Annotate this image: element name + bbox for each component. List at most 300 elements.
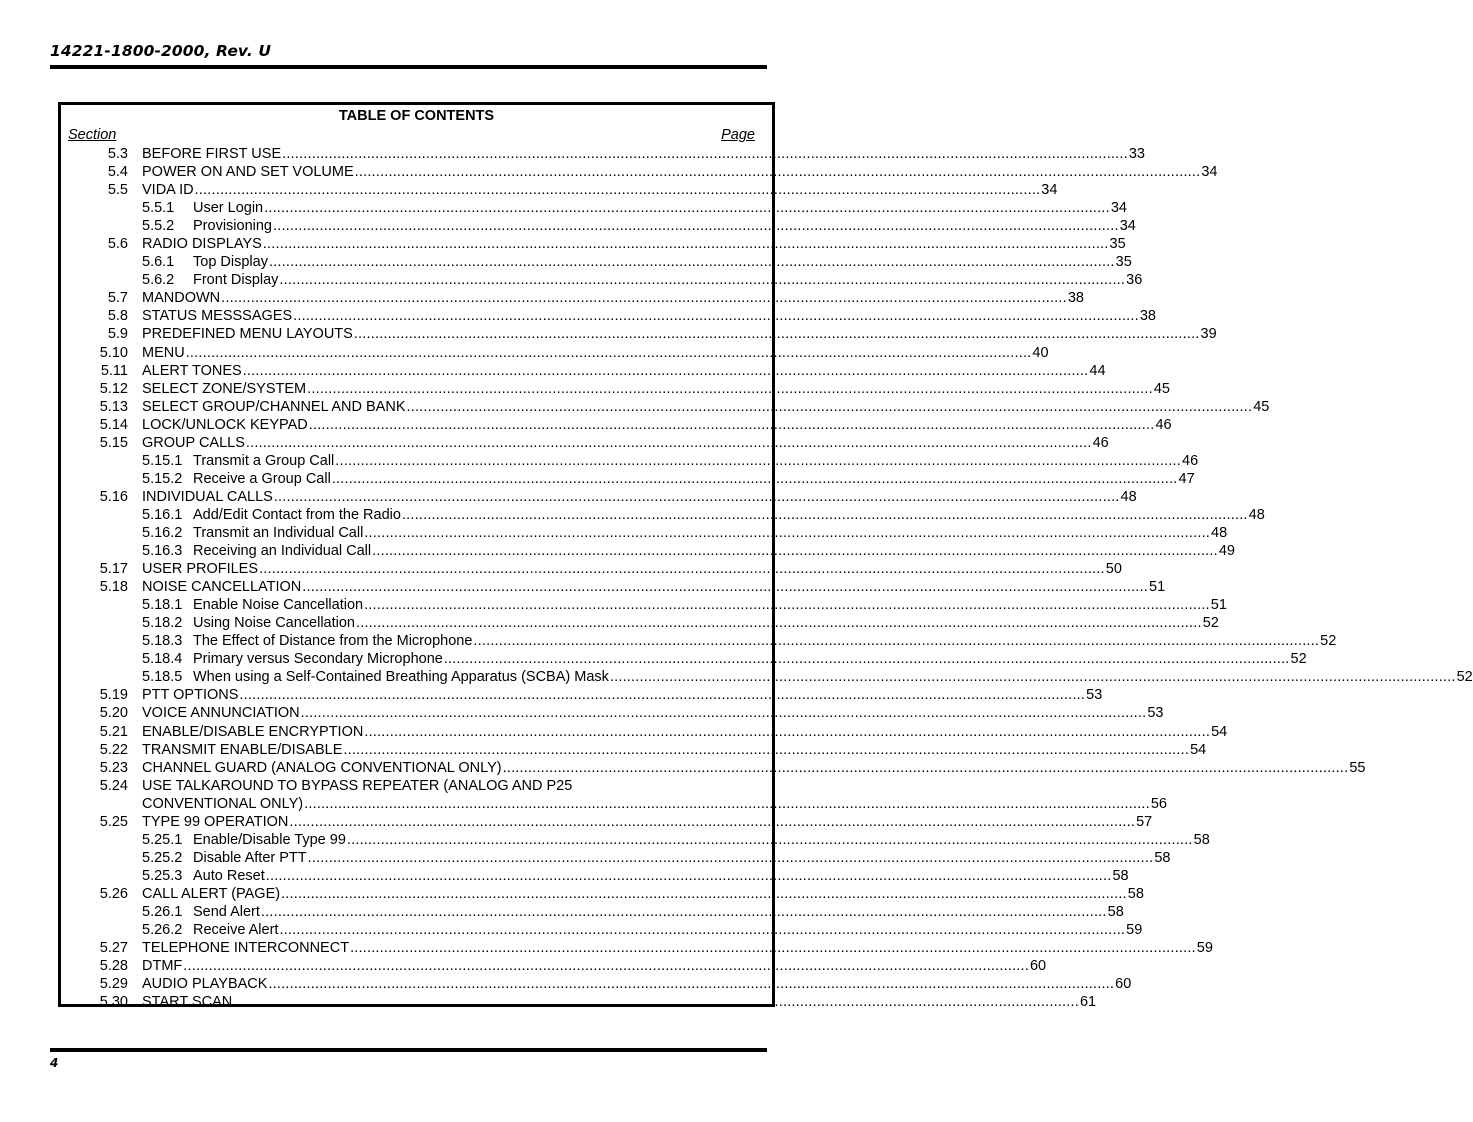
toc-entry-line [142, 650, 1307, 668]
toc-entry-label: DTMF [142, 958, 183, 975]
toc-entry[interactable] [61, 777, 772, 795]
toc-page-number: 35 [1115, 254, 1132, 271]
toc-page-number: 57 [1136, 813, 1153, 830]
toc-dot-leader: ........................................................................................................................................................................................................ [260, 903, 1107, 920]
document-id: 14221-1800-2000, Rev. U [50, 42, 272, 60]
toc-entry-text [142, 398, 407, 416]
toc-entry-line [142, 704, 1164, 722]
toc-entry-line [142, 452, 1199, 470]
toc-entry[interactable] [61, 849, 1171, 867]
toc-entry-text [142, 145, 282, 163]
toc-entry-label: ALERT TONES [142, 362, 242, 379]
toc-dot-leader: ........................................................................................................................................................................................................ [300, 705, 1147, 722]
toc-entry-text [142, 903, 261, 921]
toc-page-number: 52 [1320, 633, 1337, 650]
toc-entry-text [142, 163, 355, 181]
toc-entry[interactable] [61, 957, 1047, 975]
toc-page-number: 35 [1109, 236, 1126, 253]
toc-section-number: 5.24 [99, 777, 128, 794]
toc-entry[interactable] [61, 759, 1366, 777]
toc-dot-leader: ........................................................................................................................................................................................................ [259, 561, 1105, 578]
toc-entry-line [142, 596, 1227, 614]
toc-entry-text [142, 524, 364, 542]
toc-entry-line [142, 560, 1122, 578]
toc-section-number: 5.8 [107, 308, 128, 325]
toc-page-number: 34 [1201, 164, 1218, 181]
toc-page-number: 45 [1253, 398, 1270, 415]
toc-dot-leader: ........................................................................................................................................................................................................ [273, 218, 1119, 235]
toc-entry-line [142, 759, 1366, 777]
toc-entry-label: MANDOWN [142, 290, 221, 307]
toc-entry-text [142, 325, 354, 343]
toc-entry-line [142, 181, 1058, 199]
toc-entry[interactable] [61, 434, 1109, 452]
toc-page-number: 34 [1041, 182, 1058, 199]
toc-section-number: 5.11 [100, 362, 128, 379]
toc-subsection-number: 5.6.2 [142, 272, 175, 289]
toc-entry-line [142, 271, 1143, 289]
toc-entry[interactable] [61, 614, 1219, 632]
toc-entry-label: USE TALKAROUND TO BYPASS REPEATER (ANALOG AND P25 [142, 777, 573, 794]
toc-subsection-number: 5.6.1 [142, 254, 175, 271]
toc-subsection-number: 5.18.5 [142, 669, 183, 686]
toc-entry[interactable] [61, 903, 1124, 921]
toc-page-number: 46 [1182, 452, 1199, 469]
toc-entry-label: TRANSMIT ENABLE/DISABLE [142, 741, 343, 758]
toc-dot-leader: ........................................................................................................................................................................................................ [233, 994, 1079, 1011]
toc-entry-text [142, 380, 307, 398]
toc-dot-leader: ........................................................................................................................................................................................................ [282, 146, 1128, 162]
toc-entry-label: STATUS MESSSAGES [142, 308, 293, 325]
toc-entry-line [142, 849, 1171, 867]
toc-entry-label: GROUP CALLS [142, 434, 245, 451]
toc-entry[interactable] [61, 235, 1126, 253]
toc-entry-line [142, 921, 1143, 939]
toc-dot-leader: ........................................................................................................................................................................................................ [356, 615, 1202, 632]
toc-page-number: 51 [1210, 597, 1227, 614]
toc-entry-text [142, 759, 503, 777]
toc-entry-text [142, 416, 309, 434]
toc-section-number: 5.15 [99, 434, 128, 451]
toc-entry[interactable] [61, 867, 1129, 885]
toc-entry-text [142, 795, 304, 813]
toc-dot-leader: ........................................................................................................................................................................................................ [343, 741, 1190, 758]
toc-entry-line [142, 307, 1156, 325]
toc-section-number: 5.14 [99, 416, 128, 433]
toc-entry-line [142, 795, 1167, 813]
toc-page-number: 60 [1029, 958, 1047, 975]
toc-entry-label: Send Alert [193, 903, 260, 920]
toc-section-number: 5.9 [107, 326, 128, 343]
toc-entry-text [142, 488, 274, 506]
toc-entry-text [142, 632, 473, 650]
toc-entry-label: Using Noise Cancellation [193, 615, 355, 632]
toc-entry[interactable] [61, 416, 1172, 434]
toc-entry-line [142, 867, 1129, 885]
toc-entry-label: BEFORE FIRST USE [142, 146, 282, 162]
toc-dot-leader: ........................................................................................................................................................................................................ [242, 362, 1089, 379]
toc-entry-label: TYPE 99 OPERATION [142, 813, 289, 830]
toc-page-number: 52 [1202, 615, 1219, 632]
toc-entry[interactable] [61, 542, 1235, 560]
toc-page-number: 38 [1139, 308, 1156, 325]
toc-subsection-number: 5.5.1 [142, 200, 175, 217]
toc-entry-text [142, 686, 239, 704]
toc-dot-leader: ........................................................................................................................................................................................................ [354, 164, 1201, 181]
toc-page-number: 40 [1032, 344, 1049, 361]
toc-entry-line [142, 957, 1047, 975]
toc-page-number: 52 [1456, 669, 1473, 686]
toc-entry-line [142, 686, 1103, 704]
toc-entry-label: TELEPHONE INTERCONNECT [142, 940, 350, 957]
toc-dot-leader: ........................................................................................................................................................................................................ [194, 182, 1041, 199]
toc-entry-label: VOICE ANNUNCIATION [142, 705, 300, 722]
toc-entry[interactable] [61, 795, 1167, 813]
toc-entry-text [142, 199, 264, 217]
toc-entry-label: LOCK/UNLOCK KEYPAD [142, 416, 308, 433]
toc-subsection-number: 5.26.2 [142, 922, 183, 939]
toc-dot-leader: ........................................................................................................................................................................................................ [183, 958, 1029, 975]
toc-section-number: 5.16 [99, 488, 128, 505]
toc-entry-text [142, 849, 308, 867]
toc-entry[interactable] [61, 398, 1270, 416]
toc-entry[interactable] [61, 668, 1473, 686]
toc-entry-label: When using a Self-Contained Breathing Apparatus (SCBA) Mask [193, 669, 609, 686]
toc-page-number: 50 [1105, 561, 1122, 578]
toc-page-number: 52 [1290, 651, 1307, 668]
toc-page-number: 58 [1112, 867, 1129, 884]
toc-entry-label: CHANNEL GUARD (ANALOG CONVENTIONAL ONLY) [142, 759, 502, 776]
toc-entry-label: VIDA ID [142, 182, 194, 199]
toc-entry[interactable] [61, 596, 1227, 614]
toc-section-number: 5.12 [99, 380, 128, 397]
toc-entry[interactable] [61, 289, 1084, 307]
toc-entry-line [142, 975, 1132, 993]
toc-entry-line [142, 253, 1132, 271]
toc-entry-text [142, 434, 246, 452]
toc-entry-label: NOISE CANCELLATION [142, 579, 302, 596]
toc-entry[interactable] [61, 813, 1153, 831]
toc-entry-text [142, 723, 364, 741]
toc-entry-text [142, 235, 263, 253]
page-number: 4 [50, 1056, 59, 1070]
toc-entry-line [142, 632, 1337, 650]
toc-entry[interactable] [61, 704, 1164, 722]
toc-dot-leader: ........................................................................................................................................................................................................ [221, 290, 1067, 307]
toc-entry-text [142, 578, 302, 596]
toc-entry-line [142, 416, 1172, 434]
toc-entry-text [142, 344, 186, 362]
toc-entry[interactable] [61, 831, 1210, 849]
toc-entry-label: USER PROFILES [142, 561, 259, 578]
toc-entry-line [142, 903, 1124, 921]
toc-entry-text [142, 470, 332, 488]
toc-section-number: 5.10 [99, 344, 128, 361]
toc-entry-line [142, 777, 755, 795]
toc-entry-text [142, 560, 259, 578]
toc-entry-text [142, 307, 293, 325]
toc-entry-label: Auto Reset [193, 867, 265, 884]
toc-entry-label: Front Display [193, 272, 279, 289]
toc-entry[interactable] [61, 741, 1207, 759]
toc-dot-leader: ........................................................................................................................................................................................................ [502, 759, 1349, 776]
toc-entry-text [142, 975, 268, 993]
toc-dot-leader: ........................................................................................................................................................................................................ [473, 633, 1320, 650]
toc-page-number: 53 [1147, 705, 1164, 722]
toc-section-number: 5.13 [99, 398, 128, 415]
toc-entry-line [142, 325, 1217, 343]
toc-entry-text [142, 253, 269, 271]
toc-section-number: 5.25 [99, 813, 128, 830]
toc-page-number: 48 [1120, 488, 1137, 505]
toc-dot-leader: ........................................................................................................................................................................................................ [353, 326, 1200, 343]
toc-dot-leader: ........................................................................................................................................................................................................ [308, 416, 1155, 433]
toc-entry-label: SELECT GROUP/CHANNEL AND BANK [142, 398, 406, 415]
toc-entry-label: Receive a Group Call [193, 470, 331, 487]
toc-entry-line [142, 668, 1473, 686]
toc-entry-label: Transmit a Group Call [193, 452, 335, 469]
toc-page-number: 48 [1248, 506, 1265, 523]
toc-entry-text [142, 885, 281, 903]
toc-dot-leader: ........................................................................................................................................................................................................ [279, 922, 1126, 939]
toc-entry[interactable] [61, 217, 1136, 235]
toc-entry-line [142, 524, 1228, 542]
toc-entry[interactable] [61, 253, 1132, 271]
toc-entry[interactable] [61, 650, 1307, 668]
toc-entry-line [142, 470, 1195, 488]
toc-entry[interactable] [61, 993, 1097, 1011]
toc-section-number: 5.30 [99, 994, 128, 1011]
toc-entry-text [142, 921, 279, 939]
toc-section-number: 5.4 [107, 164, 128, 181]
toc-entry-line [142, 344, 1049, 362]
toc-entry-line [142, 723, 1228, 741]
toc-entry-label: Disable After PTT [193, 849, 307, 866]
toc-dot-leader: ........................................................................................................................................................................................................ [264, 200, 1110, 217]
toc-dot-leader: ........................................................................................................................................................................................................ [346, 831, 1193, 848]
toc-entry-line [142, 939, 1213, 957]
toc-entry-line [142, 488, 1137, 506]
toc-dot-leader: ........................................................................................................................................................................................................ [372, 543, 1218, 560]
toc-dot-leader: ........................................................................................................................................................................................................ [239, 687, 1086, 704]
toc-entry-label: ENABLE/DISABLE ENCRYPTION [142, 723, 364, 740]
toc-subsection-number: 5.16.3 [142, 543, 183, 560]
toc-entry[interactable] [61, 885, 1144, 903]
toc-dot-leader: ........................................................................................................................................................................................................ [268, 254, 1115, 271]
toc-dot-leader: ........................................................................................................................................................................................................ [406, 398, 1253, 415]
toc-page-number: 49 [1218, 543, 1235, 560]
toc-title: TABLE OF CONTENTS [338, 108, 495, 124]
toc-subsection-number: 5.25.1 [142, 831, 183, 848]
toc-entry[interactable] [61, 975, 1132, 993]
toc-page-number: 51 [1149, 579, 1166, 596]
toc-entry-text [142, 993, 233, 1011]
toc-entry-line [142, 235, 1126, 253]
toc-entry[interactable] [61, 506, 1265, 524]
toc-subsection-number: 5.18.1 [142, 597, 183, 614]
toc-entry-text [142, 506, 402, 524]
toc-entry-text [142, 741, 343, 759]
toc-page-number: 59 [1126, 922, 1143, 939]
toc-page-number: 36 [1126, 272, 1143, 289]
toc-entry-line [142, 542, 1235, 560]
toc-section-number: 5.26 [99, 885, 128, 902]
toc-entry-label: Receive Alert [193, 922, 279, 939]
toc-page-number: 46 [1092, 434, 1109, 451]
toc-entry[interactable] [61, 344, 1049, 362]
toc-subsection-number: 5.15.1 [142, 452, 183, 469]
toc-entry[interactable] [61, 560, 1122, 578]
toc-dot-leader: ........................................................................................................................................................................................................ [609, 669, 1456, 686]
toc-entry-label: The Effect of Distance from the Microphone [193, 633, 473, 650]
toc-entry-text [142, 957, 183, 975]
toc-entry-label: Primary versus Secondary Microphone [193, 651, 443, 668]
toc-entry-line [142, 993, 1097, 1011]
toc-dot-leader: ........................................................................................................................................................................................................ [401, 506, 1248, 523]
toc-entry-text [142, 362, 243, 380]
toc-entry[interactable] [61, 181, 1058, 199]
toc-section-number: 5.27 [99, 940, 128, 957]
toc-page-number: 46 [1155, 416, 1172, 433]
toc-dot-leader: ........................................................................................................................................................................................................ [331, 470, 1178, 487]
toc-entry-label: RADIO DISPLAYS [142, 236, 262, 253]
toc-entry-text [142, 813, 289, 831]
toc-entry[interactable] [61, 524, 1228, 542]
toc-entry-line [142, 434, 1109, 452]
toc-dot-leader: ........................................................................................................................................................................................................ [307, 380, 1153, 397]
toc-subsection-number: 5.18.4 [142, 651, 183, 668]
toc-dot-leader: ........................................................................................................................................................................................................ [273, 488, 1120, 505]
toc-entry[interactable] [61, 271, 1143, 289]
toc-subsection-number: 5.16.2 [142, 524, 183, 541]
toc-entry-text [142, 867, 266, 885]
toc-dot-leader: ........................................................................................................................................................................................................ [262, 236, 1109, 253]
page-column-header: Page [721, 127, 755, 143]
toc-entry[interactable] [61, 470, 1195, 488]
toc-subsection-number: 5.18.2 [142, 615, 183, 632]
toc-entry-line [142, 614, 1219, 632]
toc-page-number: 44 [1089, 362, 1106, 379]
toc-entry-label: AUDIO PLAYBACK [142, 976, 268, 993]
toc-entry-text [142, 452, 335, 470]
toc-entry[interactable] [61, 723, 1228, 741]
toc-dot-leader: ........................................................................................................................................................................................................ [281, 885, 1127, 902]
toc-subsection-number: 5.18.3 [142, 633, 183, 650]
toc-entry-text [142, 217, 273, 235]
toc-entry-label: Add/Edit Contact from the Radio [193, 506, 401, 523]
toc-page-number: 58 [1154, 849, 1171, 866]
toc-section-number: 5.18 [99, 579, 128, 596]
toc-entry-label: START SCAN [142, 994, 233, 1011]
toc-dot-leader: ........................................................................................................................................................................................................ [443, 651, 1290, 668]
toc-page-number: 47 [1178, 470, 1195, 487]
toc-entry[interactable] [61, 488, 1137, 506]
toc-entry-text [142, 704, 301, 722]
toc-page-number: 54 [1190, 741, 1207, 758]
toc-section-number: 5.20 [99, 705, 128, 722]
toc-entry[interactable] [61, 578, 1166, 596]
toc-entry-text [142, 831, 347, 849]
toc-section-number: 5.17 [99, 561, 128, 578]
toc-entry-label: Enable/Disable Type 99 [193, 831, 346, 848]
toc-entry[interactable] [61, 921, 1143, 939]
toc-entry-label: User Login [193, 200, 264, 217]
toc-section-number: 5.6 [107, 236, 128, 253]
toc-page-number: 48 [1211, 524, 1228, 541]
toc-page-number: 54 [1211, 723, 1228, 740]
section-column-header: Section [68, 127, 117, 143]
toc-subsection-number: 5.15.2 [142, 470, 183, 487]
toc-entry[interactable] [61, 307, 1156, 325]
toc-page-number: 38 [1067, 290, 1084, 307]
toc-entry-text [142, 289, 221, 307]
toc-dot-leader: ........................................................................................................................................................................................................ [364, 723, 1211, 740]
toc-dot-leader: ........................................................................................................................................................................................................ [302, 579, 1148, 596]
toc-page-number: 58 [1107, 903, 1124, 920]
toc-entry[interactable] [61, 686, 1103, 704]
toc-page-number: 39 [1200, 326, 1217, 343]
toc-dot-leader: ........................................................................................................................................................................................................ [350, 940, 1196, 957]
toc-entry-label: PTT OPTIONS [142, 687, 239, 704]
toc-entry-line [142, 831, 1210, 849]
toc-section-number: 5.5 [107, 182, 128, 199]
toc-entry[interactable] [61, 325, 1217, 343]
toc-subsection-number: 5.26.1 [142, 903, 183, 920]
toc-entry-label: CALL ALERT (PAGE) [142, 885, 281, 902]
toc-entry-label: INDIVIDUAL CALLS [142, 488, 273, 505]
toc-entry[interactable] [61, 163, 1218, 181]
toc-entry[interactable] [61, 362, 1106, 380]
toc-entry-line [142, 145, 1145, 163]
toc-entry[interactable] [61, 199, 1127, 217]
toc-entry-line [142, 578, 1166, 596]
toc-page-number: 58 [1193, 831, 1210, 848]
toc-dot-leader: ........................................................................................................................................................................................................ [245, 434, 1092, 451]
toc-section-number: 5.22 [99, 741, 128, 758]
toc-entry-text [142, 777, 573, 795]
toc-dot-leader: ........................................................................................................................................................................................................ [307, 849, 1154, 866]
toc-section-number: 5.19 [99, 687, 128, 704]
toc-entry-label: Top Display [193, 254, 268, 271]
toc-entry-text [142, 181, 195, 199]
toc-entry-line [142, 362, 1106, 380]
toc-page-number: 53 [1086, 687, 1103, 704]
toc-entry[interactable] [61, 452, 1199, 470]
toc-dot-leader: ........................................................................................................................................................................................................ [304, 795, 1150, 812]
toc-entry-line [142, 163, 1218, 181]
toc-dot-leader: ........................................................................................................................................................................................................ [289, 813, 1136, 830]
toc-dot-leader: ........................................................................................................................................................................................................ [364, 524, 1211, 541]
toc-subsection-number: 5.16.1 [142, 506, 183, 523]
toc-entry-text [142, 542, 372, 560]
toc-page-number: 59 [1196, 940, 1213, 957]
toc-entry-label: Transmit an Individual Call [193, 524, 364, 541]
toc-entry-line [142, 885, 1144, 903]
toc-section-number: 5.29 [99, 976, 128, 993]
toc-entry[interactable] [61, 380, 1170, 398]
toc-entry-line [142, 380, 1170, 398]
toc-dot-leader: ........................................................................................................................................................................................................ [268, 976, 1115, 993]
toc-dot-leader: ........................................................................................................................................................................................................ [293, 308, 1139, 325]
toc-entry[interactable] [61, 632, 1337, 650]
toc-subsection-number: 5.5.2 [142, 218, 175, 235]
toc-entry[interactable] [61, 939, 1213, 957]
toc-entry-text [142, 596, 364, 614]
toc-entry-label: MENU [142, 344, 185, 361]
toc-section-number: 5.28 [99, 958, 128, 975]
toc-entry-line [142, 289, 1084, 307]
toc-entry[interactable] [61, 145, 1145, 163]
